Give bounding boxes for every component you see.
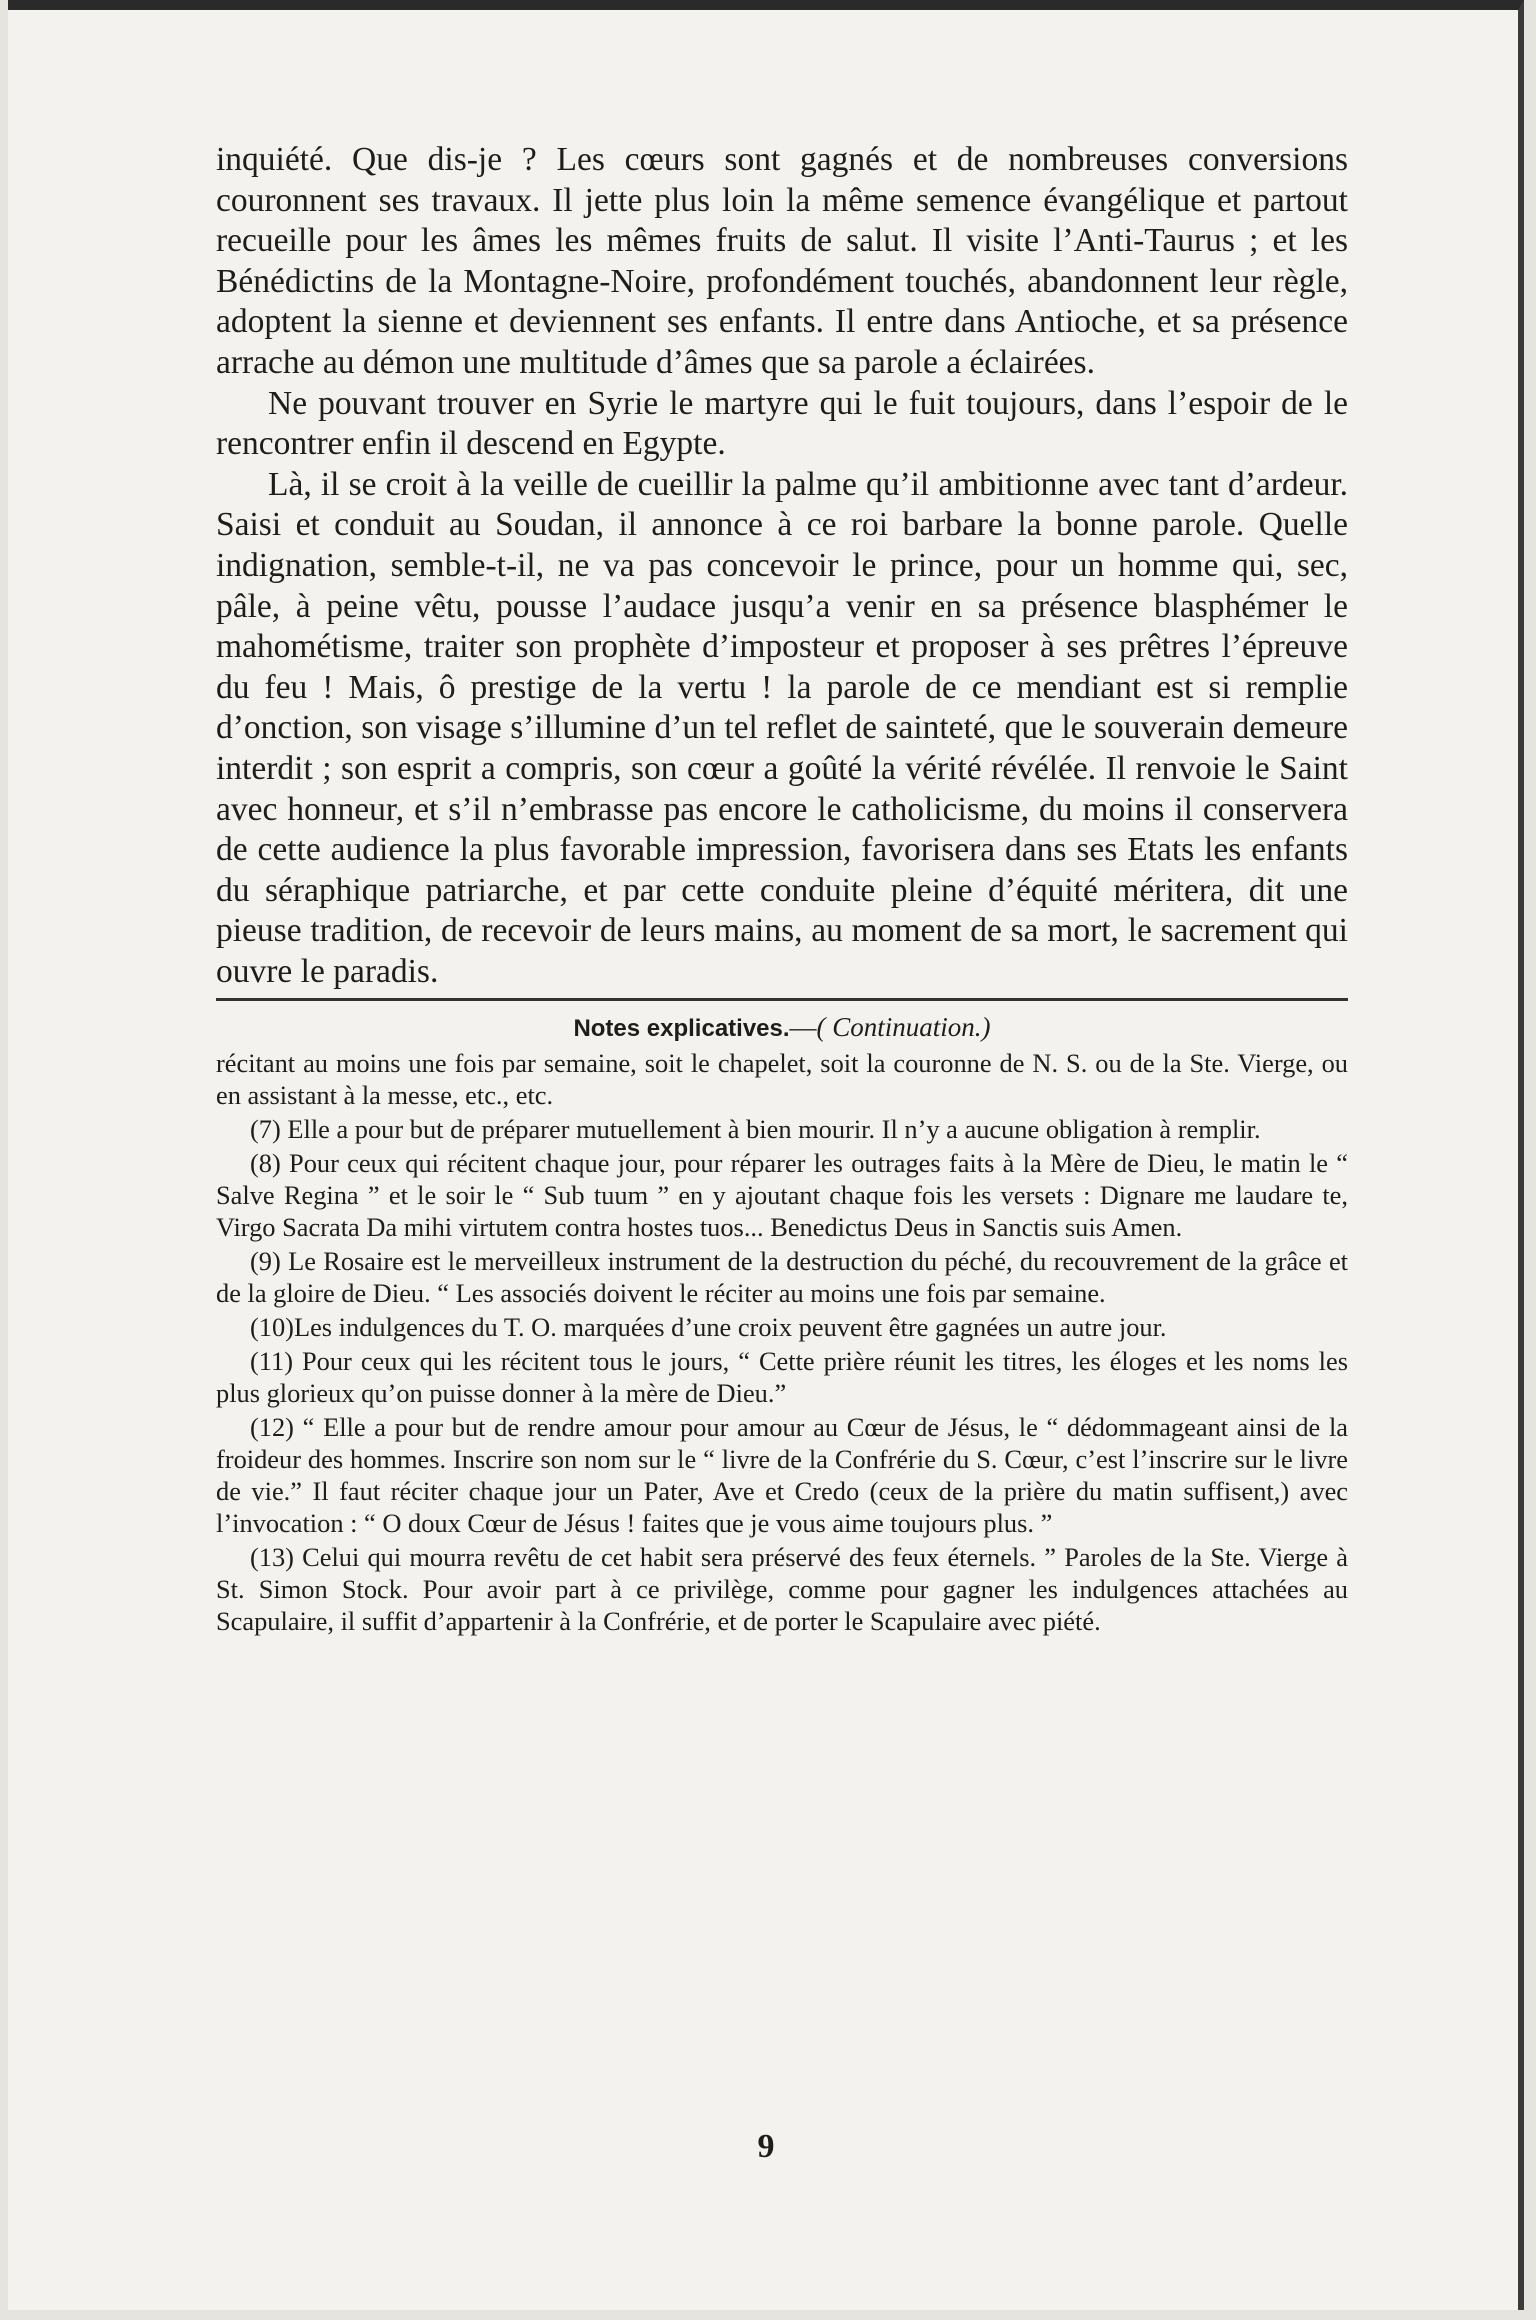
paragraph: Ne pouvant trouver en Syrie le martyre qui le fuit toujours, dans l’espoir de le rencontrer enfin il descend en Egypte. (216, 384, 1348, 463)
note-item: (11) Pour ceux qui les récitent tous le jours, “ Cette prière réunit les titres, les éloges et les noms les plus glorieux qu’on puisse donner à la mère de Dieu.” (216, 1346, 1348, 1409)
note-item: (8) Pour ceux qui récitent chaque jour, pour réparer les outrages faits à la Mère de Dieu, le matin le “ Salve Regina ” et le soir le “ Sub tuum ” en y ajoutant chaque fois les versets : Dignare me laudare te, Virgo Sacrata Da mihi virtutem contra hostes tuos... Benedictus Deus in Sanctis suis Amen. (216, 1148, 1348, 1243)
paragraph: Là, il se croit à la veille de cueillir la palme qu’il ambitionne avec tant d’ardeur. Saisi et conduit au Soudan, il annonce à ce roi barbare la bonne parole. Quelle indignation, semble-t-il, ne va pas concevoir le prince, pour un homme qui, sec, pâle, à peine vêtu, pousse l’audace jusqu’a venir en sa présence blasphémer le mahométisme, traiter son prophète d’imposteur et proposer à ses prêtres l’épreuve du feu ! Mais, ô prestige de la vertu ! la parole de ce mendiant est si remplie d’onction, son visage s’illumine d’un tel reflet de sainteté, que le souverain demeure interdit ; son esprit a compris, son cœur a goûté la vérité révélée. Il renvoie le Saint avec honneur, et s’il n’embrasse pas encore le catholicisme, du moins il conservera de cette audience la plus favorable impression, favorisera dans ses Etats les enfants du séraphique patriarche, et par cette conduite pleine d’équité méritera, dit une pieuse tradition, de recevoir de leurs mains, au moment de sa mort, le sacrement qui ouvre le paradis. (216, 465, 1348, 990)
main-text (216, 140, 1348, 992)
notes-continuation: ( Continuation.) (816, 1012, 991, 1043)
notes-list (216, 1047, 1348, 1637)
note-item: (10)Les indulgences du T. O. marquées d’une croix peuvent être gagnées un autre jour. (250, 1312, 1167, 1343)
notes-heading (216, 1009, 1348, 1047)
note-item: (13) Celui qui mourra revêtu de cet habit sera préservé des feux éternels. ” Paroles de la Ste. Vierge à St. Simon Stock. Pour avoir part à ce privilège, comme pour gagner les indulgences attachées au Scapulaire, il suffit d’appartenir à la Confrérie, et de porter le Scapulaire avec piété. (216, 1542, 1348, 1637)
paragraph: inquiété. Que dis-je ? Les cœurs sont gagnés et de nombreuses conversions couronnent ses travaux. Il jette plus loin la même semence évangélique et partout recueille pour les âmes les mêmes fruits de salut. Il visite l’Anti-Taurus ; et les Bénédictins de la Montagne-Noire, profondément touchés, abandonnent leur règle, adoptent la sienne et deviennent ses enfants. Il entre dans Antioche, et sa présence arrache au démon une multitude d’âmes que sa parole a éclairées. (216, 141, 1348, 381)
notes-dash: — (789, 1012, 817, 1043)
book-page (8, 0, 1524, 2310)
note-item: (7) Elle a pour but de préparer mutuellement à bien mourir. Il n’y a aucune obligation à remplir. (250, 1114, 1261, 1145)
page-text (216, 140, 1348, 1637)
section-divider (216, 998, 1348, 1001)
note-item: (12) “ Elle a pour but de rendre amour pour amour au Cœur de Jésus, le “ dédommageant ainsi de la froideur des hommes. Inscrire son nom sur le “ livre de la Confrérie du S. Cœur, c’est l’inscrire sur le livre de vie.” Il faut réciter chaque jour un Pater, Ave et Credo (ceux de la prière du matin suffisent,) avec l’invocation : “ O doux Cœur de Jésus ! faites que je vous aime toujours plus. ” (216, 1412, 1348, 1539)
note-item: récitant au moins une fois par semaine, soit le chapelet, soit la couronne de N. S. ou de la Ste. Vierge, ou en assistant à la messe, etc., etc. (216, 1048, 1348, 1111)
page-number: 9 (757, 2128, 775, 2165)
notes-title: Notes explicatives. (573, 1015, 790, 1043)
note-item: (9) Le Rosaire est le merveilleux instrument de la destruction du péché, du recouvrement de la grâce et de la gloire de Dieu. “ Les associés doivent le réciter au moins une fois par semaine. (216, 1246, 1348, 1309)
